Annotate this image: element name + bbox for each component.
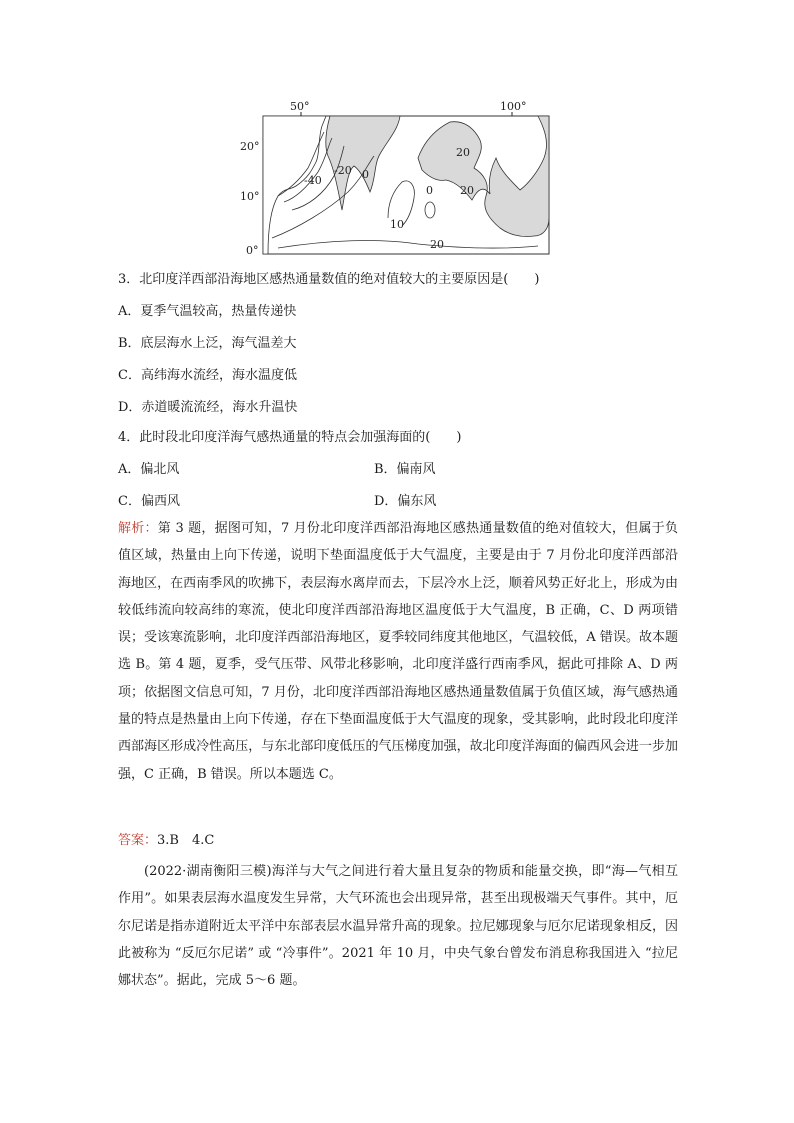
q3-option-a: A．夏季气温较高，热量传递快 bbox=[118, 304, 297, 319]
contour-label-10: 10 bbox=[390, 218, 404, 231]
intro-text: 海洋与大气之间进行着大量且复杂的物质和能量交换，即“海—气相互作用”。如果表层海水温度发生异常，大气环流也会出现异常，甚至出现极端天气事件。其中，厄尔尼诺是指赤道附近太平洋中东部表层水温异常升高的现象。拉尼娜现象与厄尔尼诺现象相反，因此被称为 “反厄尔尼诺” 或 “冷事件”。2021 年 10 月，中央气象台曾发布消息称我国进入 “拉尼娜状态”。据此，完成 5～6 题。 bbox=[118, 864, 678, 989]
heat-flux-map bbox=[238, 98, 558, 258]
contour-label-0-west: 0 bbox=[362, 168, 369, 181]
lat-label-0: 0° bbox=[246, 244, 259, 257]
analysis-label: 解析： bbox=[118, 521, 158, 536]
q4-option-b: B．偏南风 bbox=[374, 462, 436, 477]
intro-source: (2022·湖南衡阳三模) bbox=[144, 864, 272, 879]
contour-label-20-south: 20 bbox=[430, 238, 444, 251]
q4-option-d: D．偏东风 bbox=[374, 494, 437, 509]
question-3-stem: 3．北印度洋西部沿海地区感热通量数值的绝对值较大的主要原因是( ) bbox=[118, 272, 540, 287]
contour-label-20-north: 20 bbox=[456, 146, 470, 159]
q4-option-c: C．偏西风 bbox=[118, 494, 180, 509]
contour-label-neg20: -20 bbox=[334, 164, 352, 177]
q3-option-d: D．赤道暖流流经，海水升温快 bbox=[118, 400, 298, 415]
q3-option-c: C．高纬海水流经，海水温度低 bbox=[118, 368, 297, 383]
q4-option-a: A．偏北风 bbox=[118, 462, 180, 477]
contour-label-neg40: -40 bbox=[304, 174, 322, 187]
q3-option-b: B．底层海水上泛，海气温差大 bbox=[118, 336, 297, 351]
analysis-paragraph bbox=[118, 515, 678, 788]
lat-label-20: 20° bbox=[240, 140, 260, 153]
answer-label: 答案： bbox=[118, 833, 158, 848]
answer-text: 3.B 4.C bbox=[157, 833, 215, 848]
question-4-stem: 4．此时段北印度洋海气感热通量的特点会加强海面的( ) bbox=[118, 430, 462, 445]
analysis-text: 第 3 题，据图可知，7 月份北印度洋西部沿海地区感热通量数值的绝对值较大，但属于负值区域，热量由上向下传递，说明下垫面温度低于大气温度，主要是由于 7 月份北印度洋西部沿海地区，在西南季风的吹拂下，表层海水离岸而去，下层冷水上泛，顺着风势正好北上，形成为由较低纬流向较高纬的寒流，使北印度洋西部沿海地区温度低于大气温度，B 正确，C、D 两项错误；受该寒流影响，北印度洋西部沿海地区，夏季较同纬度其他地区，气温较低，A 错误。故本题选 B。第 4 题，夏季，受气压带、风带北移影响，北印度洋盛行西南季风，据此可排除 A、D 两项；依据图文信息可知，7 月份，北印度洋西部沿海地区感热通量数值属于负值区域，海气感热通量的特点是热量由上向下传递，存在下垫面温度低于大气温度的现象，受其影响，此时段北印度洋西部海区形成冷性高压，与东北部印度低压的气压梯度加强，故北印度洋海面的偏西风会进一步加强，C 正确，B 错误。所以本题选 C。 bbox=[118, 521, 678, 782]
contour-label-20-mid: 20 bbox=[460, 184, 474, 197]
contour-label-0-east: 0 bbox=[426, 184, 433, 197]
lon-label-50: 50° bbox=[290, 100, 310, 113]
lon-label-100: 100° bbox=[500, 100, 527, 113]
answer-line bbox=[118, 827, 678, 854]
lat-label-10: 10° bbox=[240, 190, 260, 203]
intro-paragraph bbox=[118, 858, 678, 994]
